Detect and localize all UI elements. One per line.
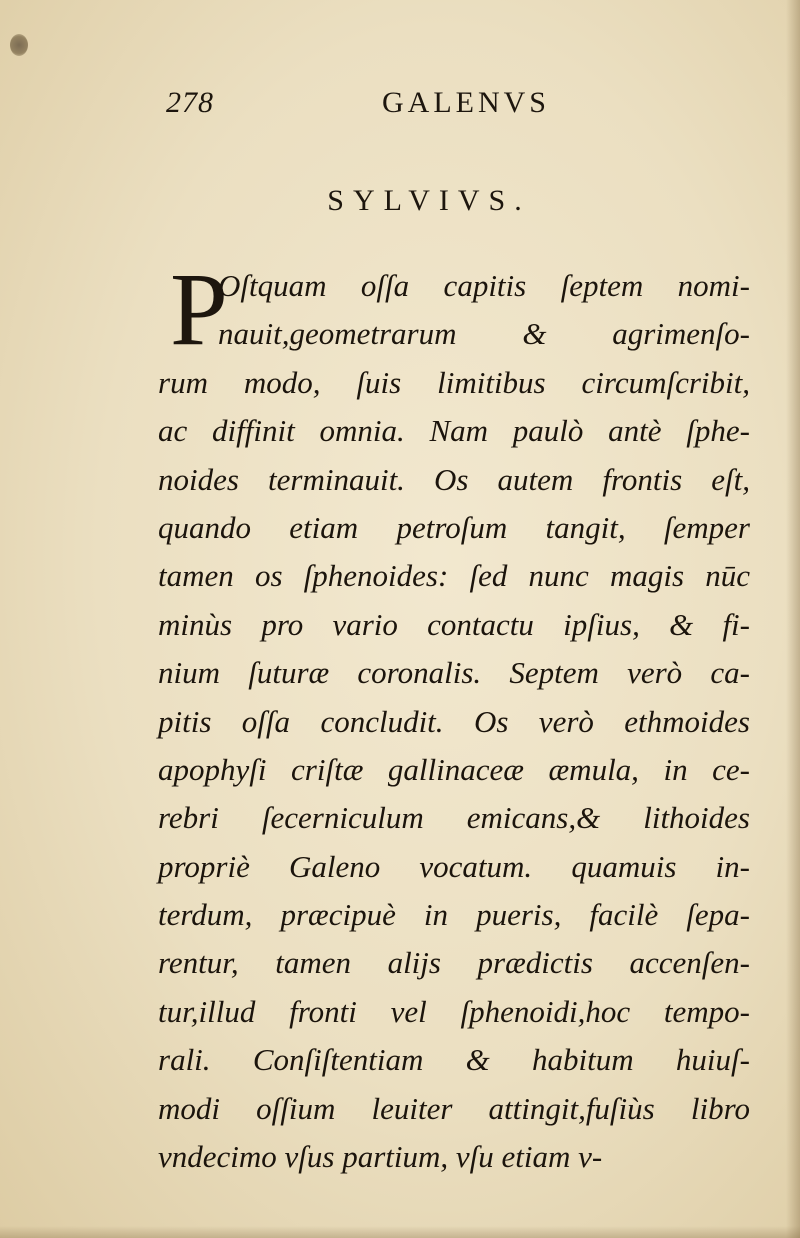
text-line: ac diffinit omnia. Nam paulò antè ſphe- [158, 413, 750, 449]
page-bottom-shadow [0, 1226, 800, 1238]
text-line: nauit,geometrarum & agrimenſo- [218, 316, 750, 352]
text-line: modi oſſium leuiter attingit,fuſiùs libro [158, 1090, 750, 1126]
text-line: quando etiam petroſum tangit, ſemper [158, 509, 750, 545]
drop-initial: P [170, 252, 228, 367]
text-line: noides terminauit. Os autem frontis eſt, [158, 461, 750, 497]
text-line: rentur, tamen alijs prædictis accenſen- [158, 945, 750, 981]
text-line: tamen os ſphenoides: ſed nunc magis nūc [158, 558, 750, 594]
text-line: rebri ſecerniculum emicans,& lithoides [158, 800, 750, 836]
text-line: Oſtquam oſſa capitis ſeptem nomi- [218, 268, 750, 303]
text-line: apophyſi criſtæ gallinaceæ æmula, in ce- [158, 751, 750, 787]
body-text [158, 262, 750, 1181]
running-head [0, 86, 800, 126]
text-line: minùs pro vario contactu ipſius, & fi- [158, 606, 750, 642]
text-line: terdum, præcipuè in pueris, facilè ſepa- [158, 897, 750, 933]
section-title: SYLVIVS. [327, 184, 531, 217]
text-line: pitis oſſa concludit. Os verò ethmoides [158, 703, 750, 739]
text-line: rum modo, ſuis limitibus circumſcribit, [158, 364, 750, 400]
text-line: nium ſuturæ coronalis. Septem verò ca- [158, 655, 750, 691]
text-line: tur,illud fronti vel ſphenoidi,hoc tempo- [158, 993, 750, 1029]
page-number: 278 [166, 86, 214, 119]
running-title: GALENVS [382, 86, 550, 119]
ink-stain [10, 34, 28, 56]
text-line: rali. Conſiſtentiam & habitum huiuſ- [158, 1042, 750, 1078]
text-line: vndecimo vſus partium, vſu etiam v- [158, 1139, 603, 1175]
text-line: propriè Galeno vocatum. quamuis in- [158, 848, 750, 884]
